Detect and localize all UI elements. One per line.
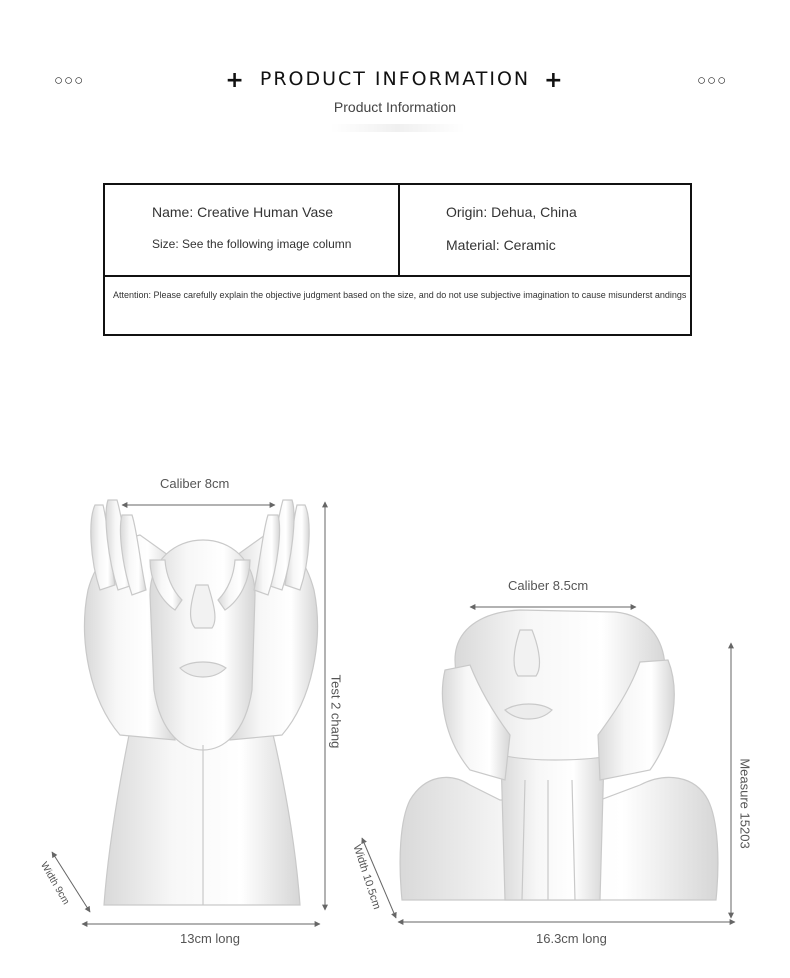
decor-circles-right: ○○○: [697, 72, 728, 89]
plus-icon: +: [544, 68, 565, 93]
product-name: Name: Creative Human Vase: [152, 204, 334, 220]
plus-icon: +: [225, 68, 246, 93]
page-title: PRODUCT INFORMATION: [259, 68, 531, 90]
left-caliber-label: Caliber 8cm: [160, 476, 230, 491]
page-subtitle: Product Information: [333, 99, 457, 115]
right-length-label: 16.3cm long: [536, 931, 607, 946]
left-height-label: Test 2 chang: [328, 674, 344, 749]
right-vase-image: [400, 610, 718, 900]
decor-circles-left: ○○○: [54, 72, 85, 89]
right-caliber-label: Caliber 8.5cm: [508, 578, 589, 593]
right-width-label: Width 10.5cm: [350, 843, 383, 911]
left-width-label: Width 9cm: [38, 860, 72, 907]
left-vase-image: [85, 500, 318, 905]
left-length-label: 13cm long: [180, 931, 240, 946]
attention-note: Attention: Please carefully explain the objective judgment based on the size, and do not use subjective imagination to cause misunderst andings: [113, 290, 687, 300]
product-size: Size: See the following image column: [152, 237, 352, 251]
product-origin: Origin: Dehua, China: [446, 204, 577, 220]
right-height-label: Measure 15203: [737, 758, 753, 849]
product-material: Material: Ceramic: [446, 237, 556, 253]
